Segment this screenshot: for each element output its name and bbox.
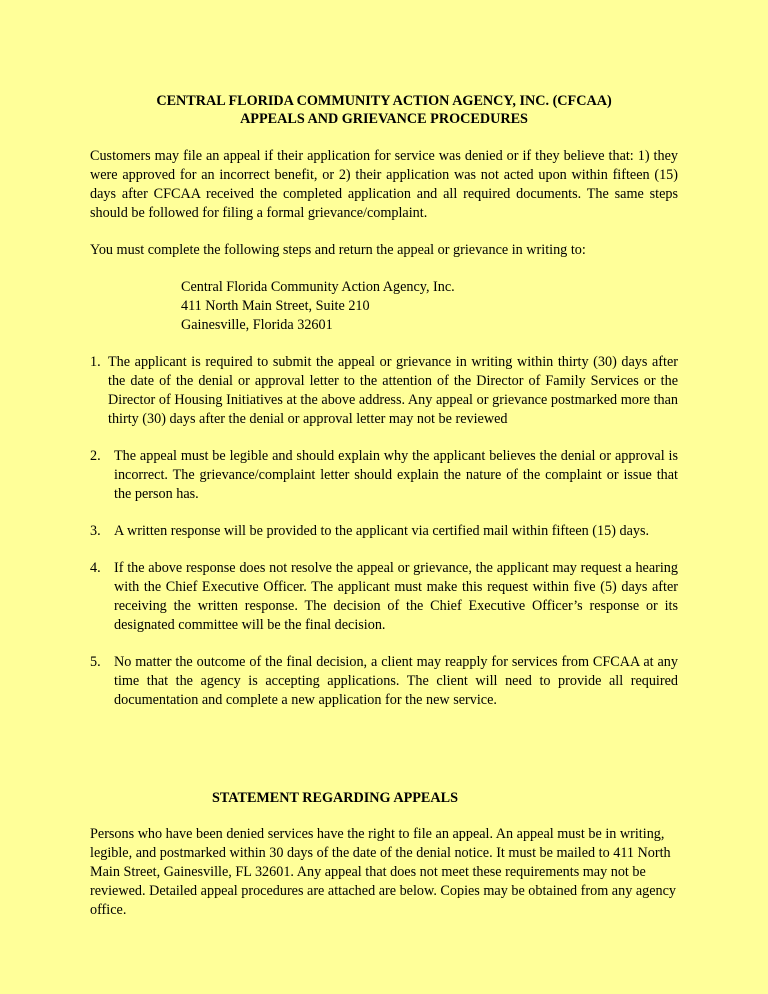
step-item bbox=[90, 559, 678, 635]
step-number: 3. bbox=[90, 523, 101, 539]
address-line-1: Central Florida Community Action Agency, Inc. bbox=[181, 279, 455, 295]
document-title-line-1: CENTRAL FLORIDA COMMUNITY ACTION AGENCY, INC. (CFCAA) bbox=[156, 93, 612, 109]
step-item bbox=[90, 653, 678, 710]
step-number: 4. bbox=[90, 560, 101, 576]
step-text: The applicant is required to submit the appeal or grievance in writing within thirty (30) days after the date of the denial or approval letter to the attention of the Director of Family Services or the Director of Housing Initiatives at the above address. Any appeal or grievance postmarked more than thirty (30) days after the denial or approval letter may not be reviewed bbox=[108, 354, 678, 427]
step-number: 1. bbox=[90, 354, 101, 370]
address-line-2: 411 North Main Street, Suite 210 bbox=[181, 298, 370, 314]
step-item bbox=[90, 522, 678, 541]
statement-body: Persons who have been denied services have the right to file an appeal. An appeal must be in writing, legible, and postmarked within 30 days of the date of the denial notice. It must be mailed to 411 North Main Street, Gainesville, FL 32601. Any appeal that does not meet these requirements may not be reviewed. Detailed appeal procedures are attached are below. Copies may be obtained from any agency office. bbox=[90, 826, 677, 918]
step-text: No matter the outcome of the final decision, a client may reapply for services from CFCAA at any time that the agency is accepting applications. The client will need to provide all required documentation and complete a new application for the new service. bbox=[114, 654, 678, 708]
step-number: 5. bbox=[90, 654, 101, 670]
document-title-line-2: APPEALS AND GRIEVANCE PROCEDURES bbox=[240, 111, 528, 127]
address-line-3: Gainesville, Florida 32601 bbox=[181, 317, 333, 333]
step-item bbox=[90, 353, 678, 429]
step-text: A written response will be provided to the applicant via certified mail within fifteen (15) days. bbox=[114, 523, 650, 539]
step-number: 2. bbox=[90, 448, 101, 464]
step-text: If the above response does not resolve the appeal or grievance, the applicant may request a hearing with the Chief Executive Officer. The applicant must make this request within five (5) days after receiving the written response. The decision of the Chief Executive Officer’s response or its designated committee will be the final decision. bbox=[114, 560, 678, 633]
statement-heading: STATEMENT REGARDING APPEALS bbox=[212, 790, 458, 806]
intro-paragraph: Customers may file an appeal if their application for service was denied or if they believe that: 1) they were approved for an incorrect benefit, or 2) their application was not acted upon within fifteen (15) days after CFCAA received the completed application and all required documents. The same steps should be followed for filing a formal grievance/complaint. bbox=[90, 148, 678, 221]
step-text: The appeal must be legible and should explain why the applicant believes the denial or approval is incorrect. The grievance/complaint letter should explain the nature of the complaint or issue that the person has. bbox=[114, 448, 678, 502]
instruction-paragraph: You must complete the following steps and return the appeal or grievance in writing to: bbox=[90, 242, 586, 258]
step-item bbox=[90, 447, 678, 504]
procedure-steps bbox=[90, 353, 678, 710]
mailing-address bbox=[181, 278, 678, 335]
